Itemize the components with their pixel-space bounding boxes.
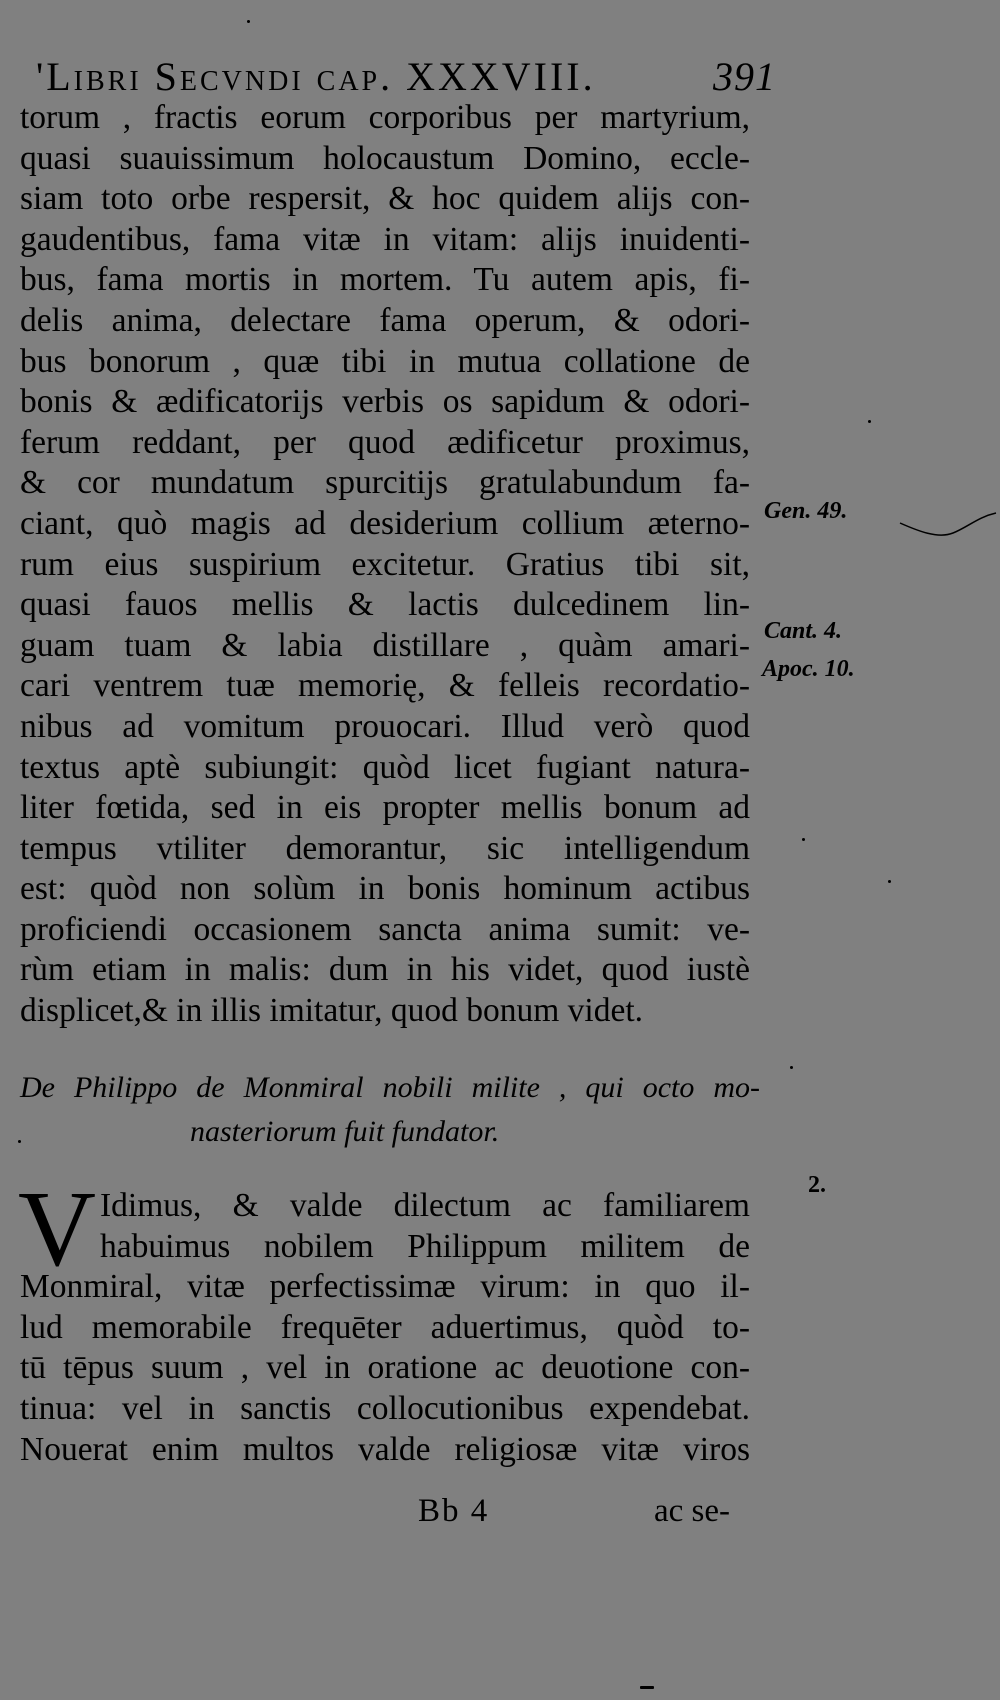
drop-cap-initial: V: [18, 1170, 96, 1289]
text-line: quasi suauissimum holocaustum Domino, eccle-: [20, 139, 750, 177]
text-line: guam tuam & labia distillare , quàm amari-: [20, 626, 750, 664]
text-line: textus aptè subiungit: quòd licet fugiant natura-: [20, 748, 750, 786]
paragraph-text: [20, 1186, 750, 1470]
text-line: tinua: vel in sanctis collocutionibus expendebat.: [20, 1389, 750, 1427]
text-line: quasi fauos mellis & lactis dulcedinem lin-: [20, 586, 750, 624]
text-line: torum , fractis eorum corporibus per martyrium,: [20, 99, 750, 136]
text-line: Idimus, & valde dilectum ac familiarem: [100, 1187, 750, 1224]
text-line: bus bonorum , quæ tibi in mutua collatione de: [20, 342, 750, 380]
ink-speck: [802, 838, 805, 841]
text-line: ciant, quò magis ad desiderium collium æterno-: [20, 504, 750, 542]
ink-speck: [888, 880, 891, 883]
text-line: delis anima, delectare fama operum, & odori-: [20, 301, 750, 339]
page-header: [36, 52, 776, 102]
page-footer: [0, 1486, 1000, 1536]
running-title: 'Libri Secvndi cap. XXXVIII.: [36, 54, 596, 99]
text-line: liter fœtida, sed in eis propter mellis bonum ad: [20, 789, 750, 827]
heading-line: nasteriorum fuit fundator.: [190, 1115, 500, 1148]
text-line: rùm etiam in malis: dum in his videt, quod iustè: [20, 951, 750, 989]
ink-speck: [247, 20, 250, 23]
text-line: bus, fama mortis in mortem. Tu autem apis, fi-: [20, 261, 750, 299]
margin-note-gen: Gen. 49.: [764, 498, 848, 524]
catchword: ac se-: [654, 1493, 731, 1529]
text-line: lud memorabile frequēter aduertimus, quòd to-: [20, 1308, 750, 1346]
text-line: gaudentibus, fama vitæ in vitam: alijs inuidenti-: [20, 220, 750, 258]
margin-swash-ornament: [898, 505, 998, 545]
heading-line: De Philippo de Monmiral nobili milite , qui octo mo-: [20, 1071, 760, 1104]
margin-note-apoc: Apoc. 10.: [762, 656, 855, 682]
text-line: siam toto orbe respersit, & hoc quidem alijs con-: [20, 180, 750, 218]
text-line: proficiendi occasionem sancta anima sumit: ve-: [20, 910, 750, 948]
section-number: 2.: [808, 1172, 826, 1198]
ink-speck: [868, 420, 871, 423]
text-line: habuimus nobilem Philippum militem de: [100, 1227, 750, 1265]
text-line: cari ventrem tuæ memorię, & felleis recordatio-: [20, 667, 750, 705]
text-line: & cor mundatum spurcitijs gratulabundum fa-: [20, 464, 750, 502]
section-heading: [20, 1066, 760, 1154]
text-line: displicet,& in illis imitatur, quod bonum videt.: [20, 992, 644, 1030]
text-line: Nouerat enim multos valde religiosæ vitæ viros: [20, 1430, 750, 1468]
text-line: ferum reddant, per quod ædificetur proximus,: [20, 423, 750, 461]
page-number: 391: [713, 54, 776, 99]
text-line: nibus ad vomitum prouocari. Illud verò quod: [20, 707, 750, 745]
text-line: bonis & ædificatorijs verbis os sapidum & odori-: [20, 383, 750, 421]
ink-speck: [640, 1686, 654, 1689]
ink-speck: [790, 1066, 793, 1069]
text-line: rum eius suspirium excitetur. Gratius tibi sit,: [20, 545, 750, 583]
ink-speck: [18, 1140, 21, 1143]
text-line: tū tēpus suum , vel in oratione ac deuotione con-: [20, 1349, 750, 1387]
signature-mark: Bb 4: [418, 1493, 490, 1529]
text-line: tempus vtiliter demorantur, sic intelligendum: [20, 829, 750, 867]
text-line: est: quòd non solùm in bonis hominum actibus: [20, 870, 750, 908]
chapter-text: [20, 98, 750, 1032]
margin-note-cant: Cant. 4.: [764, 618, 843, 644]
text-line: Monmiral, vitæ perfectissimæ virum: in quo il-: [20, 1268, 750, 1306]
